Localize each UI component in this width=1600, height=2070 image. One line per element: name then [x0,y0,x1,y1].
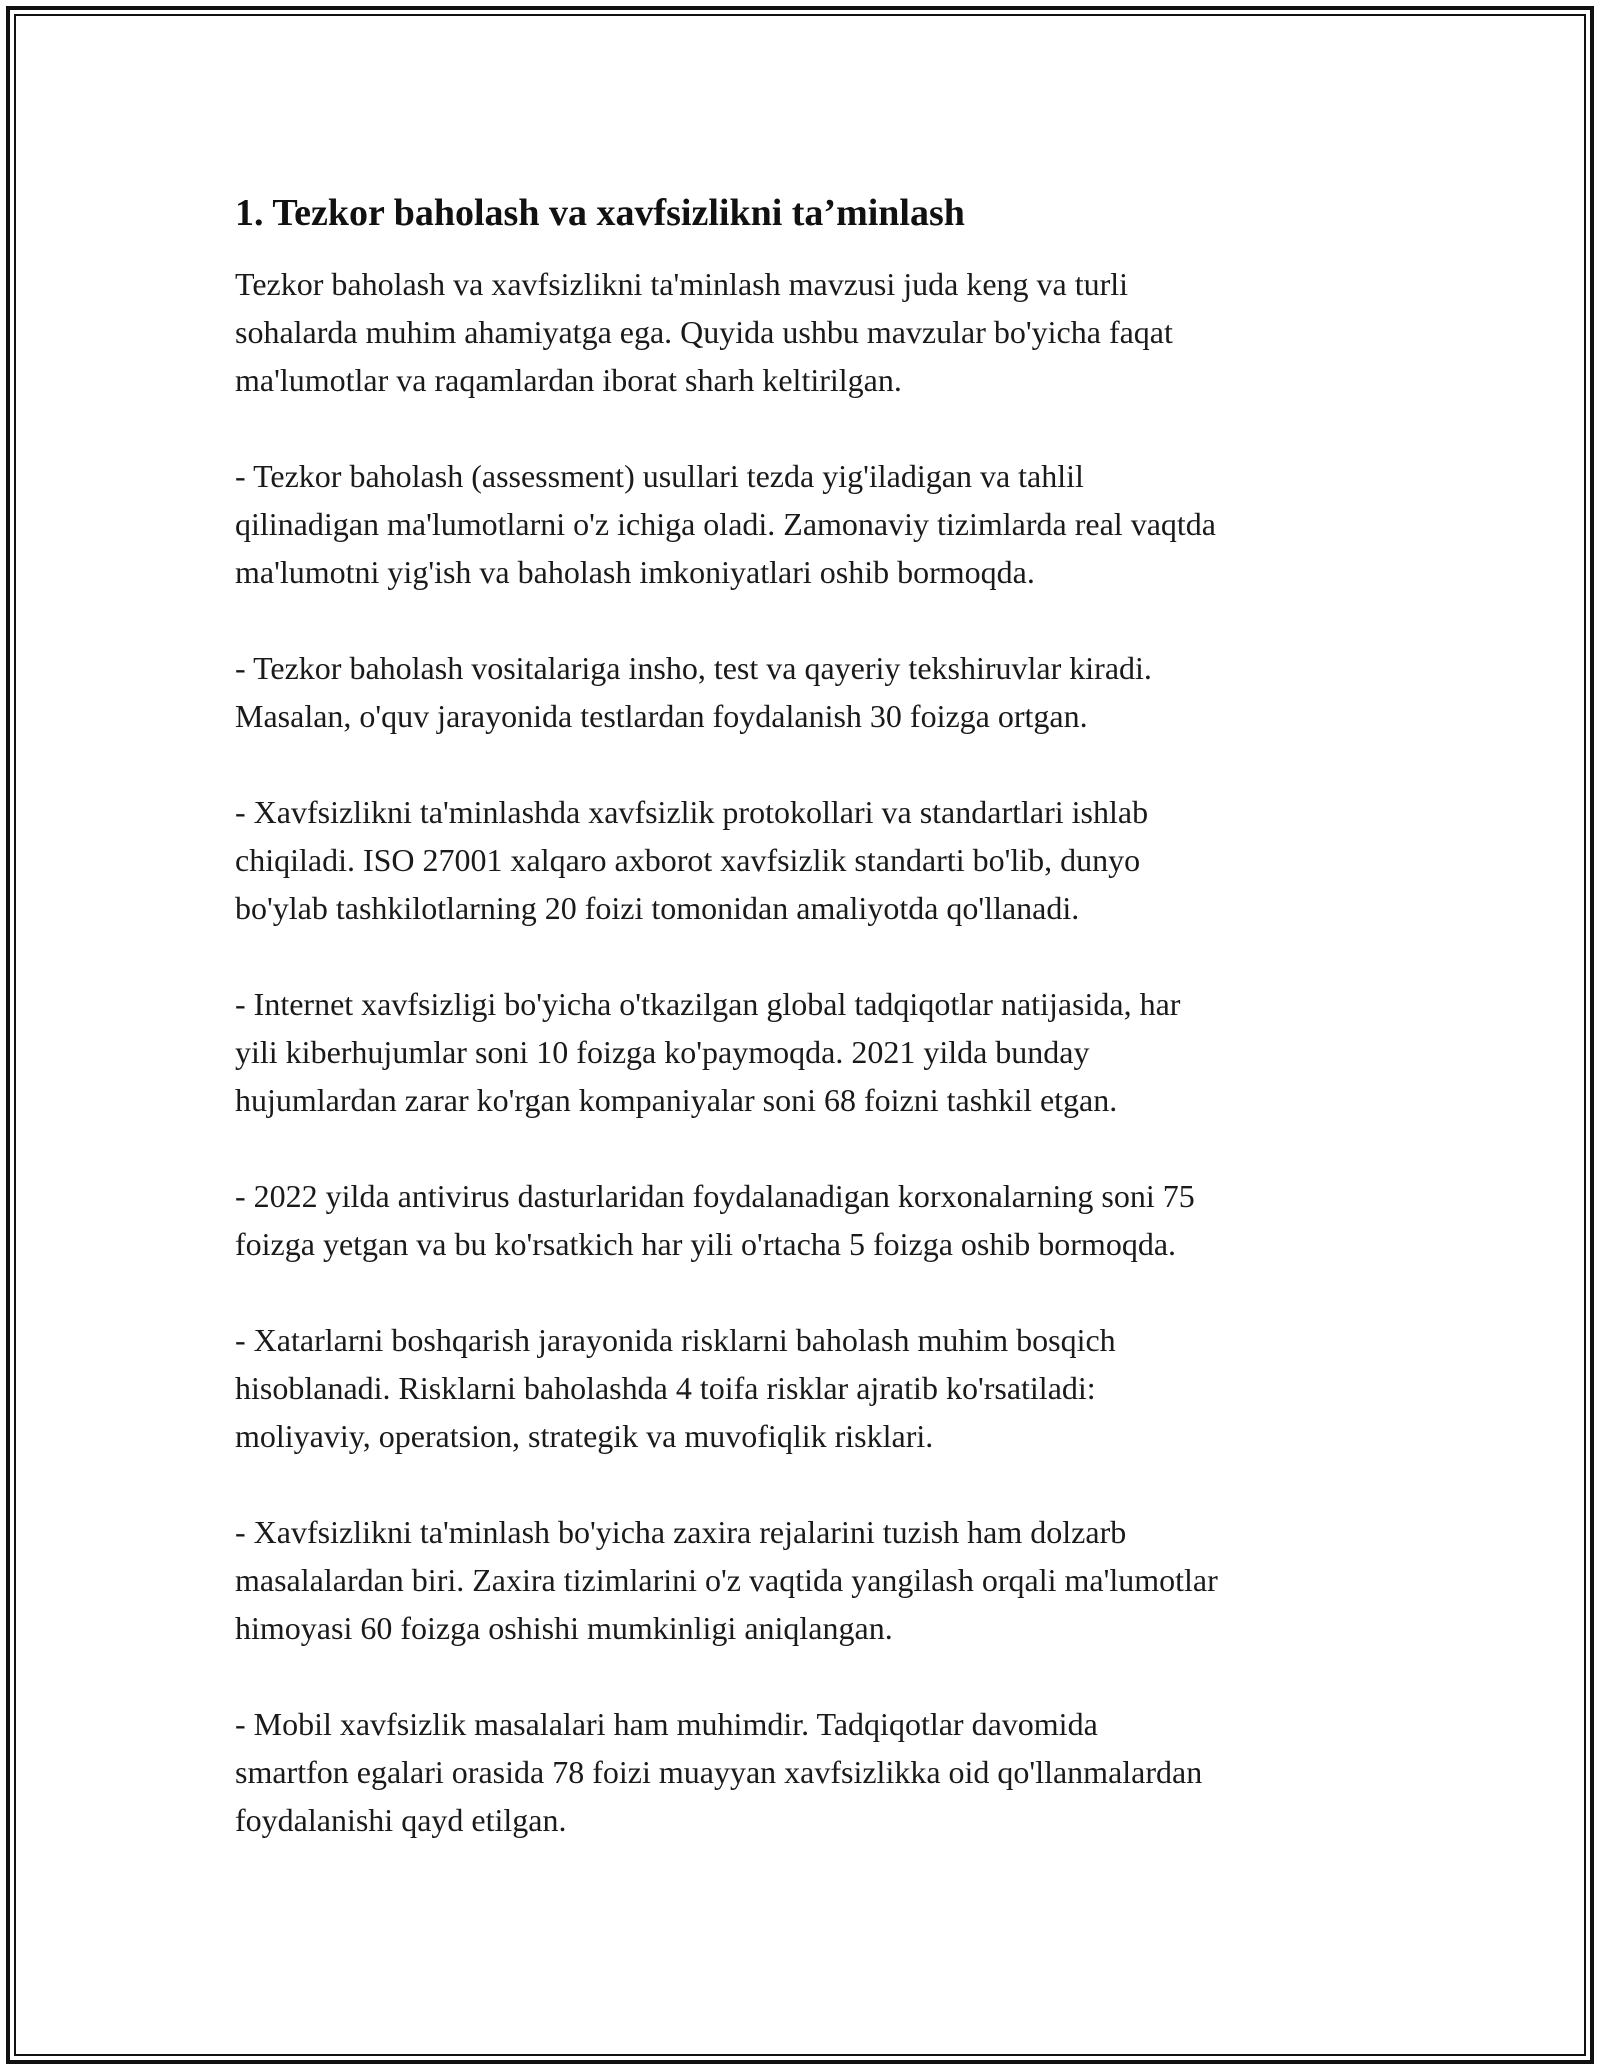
paragraph-backup-plans: - Xavfsizlikni ta'minlash bo'yicha zaxira rejalarini tuzish ham dolzarb masalalardan biri. Zaxira tizimlarini o'z vaqtida yangilash orqali ma'lumotlar himoyasi 60 foizga oshishi mumkinligi aniqlangan. [235,1514,1218,1646]
paragraph-mobile-security: - Mobil xavfsizlik masalalari ham muhimdir. Tadqiqotlar davomida smartfon egalari orasida 78 foizi muayyan xavfsizlikka oid qo'llanmalardan foydalanishi qayd etilgan. [235,1706,1203,1838]
paragraph-intro: Tezkor baholash va xavfsizlikni ta'minlash mavzusi juda keng va turli sohalarda muhim ahamiyatga ega. Quyida ushbu mavzular bo'yicha faqat ma'lumotlar va raqamlardan iborat sharh keltirilgan. [235,266,1173,398]
paragraph-security-protocols: - Xavfsizlikni ta'minlashda xavfsizlik protokollari va standartlari ishlab chiqiladi. ISO 27001 xalqaro axborot xavfsizlik standarti bo'lib, dunyo bo'ylab tashkilotlarning 20 foizi tomonidan amaliyotda qo'llanadi. [235,794,1149,926]
paragraph-assessment-methods: - Tezkor baholash (assessment) usullari tezda yig'iladigan va tahlil qilinadigan ma'lumotlarni o'z ichiga oladi. Zamonaviy tizimlarda real vaqtda ma'lumotni yig'ish va baholash imkoniyatlari oshib bormoqda. [235,458,1216,590]
document-body [235,186,1385,1844]
paragraph-assessment-tools: - Tezkor baholash vositalariga insho, test va qayeriy tekshiruvlar kiradi. Masalan, o'quv jarayonida testlardan foydalanish 30 foizga ortgan. [235,650,1152,734]
paragraph-risk-management: - Xatarlarni boshqarish jarayonida risklarni baholash muhim bosqich hisoblanadi. Risklarni baholashda 4 toifa risklar ajratib ko'rsatiladi: moliyaviy, operatsion, strategik va muvofiqlik risklari. [235,1322,1116,1454]
paragraph-antivirus-usage: - 2022 yilda antivirus dasturlaridan foydalanadigan korxonalarning soni 75 foizga yetgan va bu ko'rsatkich har yili o'rtacha 5 foizga oshib bormoqda. [235,1178,1195,1262]
paragraph-internet-security: - Internet xavfsizligi bo'yicha o'tkazilgan global tadqiqotlar natijasida, har yili kiberhujumlar soni 10 foizga ko'paymoqda. 2021 yilda bunday hujumlardan zarar ko'rgan kompaniyalar soni 68 foizni tashkil etgan. [235,986,1181,1118]
section-heading: 1. Tezkor baholash va xavfsizlikni ta’minlash [235,192,965,234]
